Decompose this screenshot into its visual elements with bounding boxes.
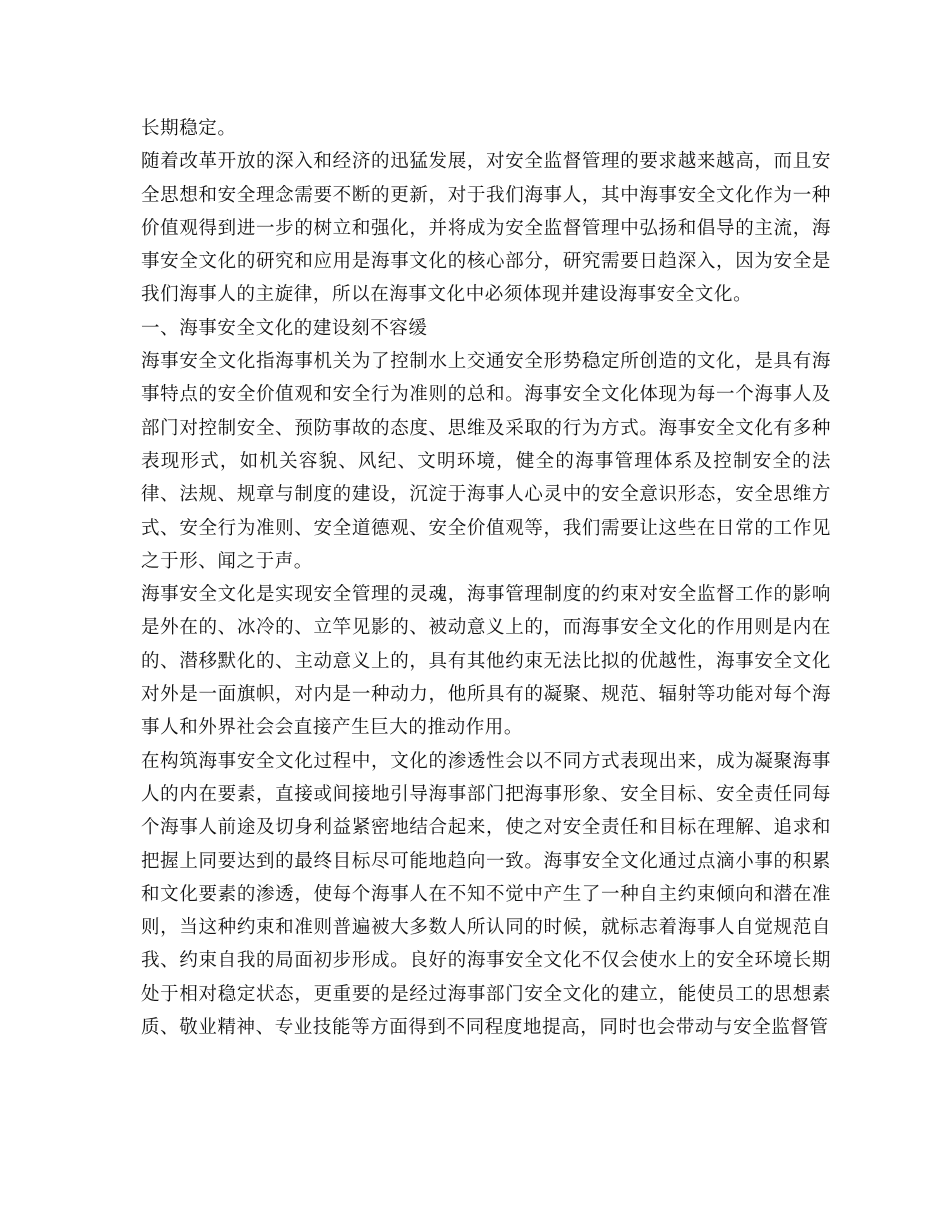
paragraph-intro: 随着改革开放的深入和经济的迅猛发展，对安全监督管理的要求越来越高，而且安全思想和安全理念需要不断的更新，对于我们海事人，其中海事安全文化作为一种价值观得到进一步的树立和强化，并将成为安全监督管理中弘扬和倡导的主流，海事安全文化的研究和应用是海事文化的核心部分，研究需要日趋深入，因为安全是我们海事人的主旋律，所以在海事文化中必须体现并建设海事安全文化。 <box>141 151 831 306</box>
paragraph-soul: 海事安全文化是实现安全管理的灵魂，海事管理制度的约束对安全监督工作的影响是外在的、冰冷的、立竿见影的、被动意义上的，而海事安全文化的作用则是内在的、潜移默化的、主动意义上的，具有其他约束无法比拟的优越性，海事安全文化对外是一面旗帜，对内是一种动力，他所具有的凝聚、规范、辐射等功能对每个海事人和外界社会会直接产生巨大的推动作用。 <box>141 584 831 739</box>
paragraph-continuation: 长期稳定。 <box>141 118 237 139</box>
paragraph-definition: 海事安全文化指海事机关为了控制水上交通安全形势稳定所创造的文化，是具有海事特点的安全价值观和安全行为准则的总和。海事安全文化体现为每一个海事人及部门对控制安全、预防事故的态度、思维及采取的行为方式。海事安全文化有多种表现形式，如机关容貌、风纪、文明环境，健全的海事管理体系及控制安全的法律、法规、规章与制度的建设，沉淀于海事人心灵中的安全意识形态，安全思维方式、安全行为准则、安全道德观、安全价值观等，我们需要让这些在日常的工作见之于形、闻之于声。 <box>141 351 831 572</box>
document-body <box>141 112 831 1044</box>
section-heading: 一、海事安全文化的建设刻不容缓 <box>141 317 428 339</box>
paragraph-permeation: 在构筑海事安全文化过程中，文化的渗透性会以不同方式表现出来，成为凝聚海事人的内在要素，直接或间接地引导海事部门把海事形象、安全目标、安全责任同每个海事人前途及切身利益紧密地结合起来，使之对安全责任和目标在理解、追求和把握上同要达到的最终目标尽可能地趋向一致。海事安全文化通过点滴小事的积累和文化要素的渗透，使每个海事人在不知不觉中产生了一种自主约束倾向和潜在准则，当这种约束和准则普遍被大多数人所认同的时候，就标志着海事人自觉规范自我、约束自我的局面初步形成。良好的海事安全文化不仅会使水上的安全环境长期处于相对稳定状态，更重要的是经过海事部门安全文化的建立，能使员工的思想素质、敬业精神、专业技能等方面得到不同程度地提高，同时也会带动与安全监督管 <box>141 750 831 1039</box>
